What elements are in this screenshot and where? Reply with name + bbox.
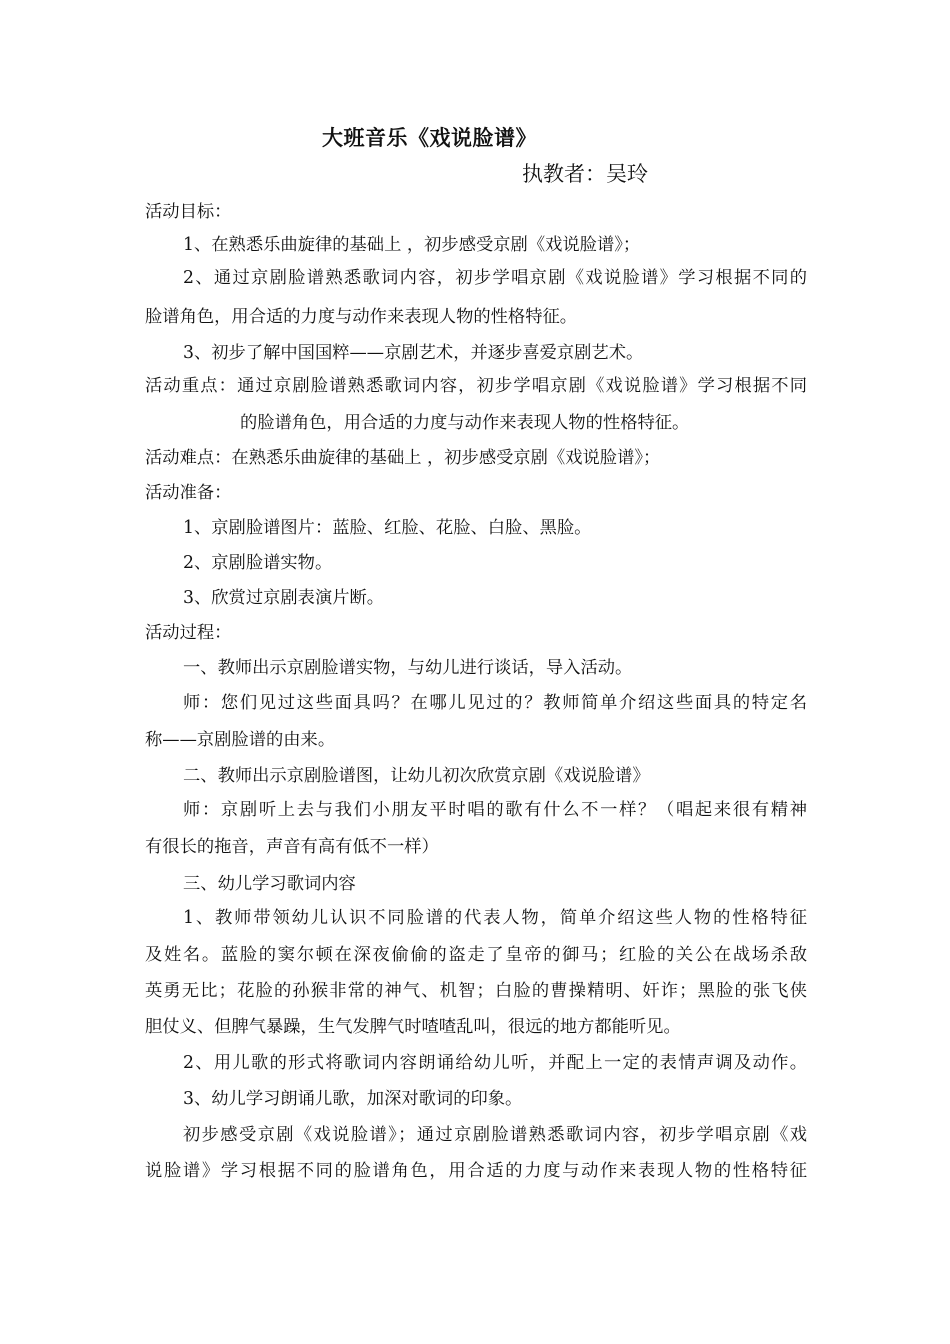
paragraph-line: 三、幼儿学习歌词内容 — [183, 874, 356, 894]
paragraph-line: 一、教师出示京剧脸谱实物，与幼儿进行谈话，导入活动。 — [183, 658, 633, 678]
paragraph-line: 称——京剧脸谱的由来。 — [145, 730, 336, 750]
paragraph-line: 2、通过京剧脸谱熟悉歌词内容，初步学唱京剧《戏说脸谱》学习根据不同的 — [183, 268, 807, 288]
paragraph-line: 1、京剧脸谱图片：蓝脸、红脸、花脸、白脸、黑脸。 — [183, 518, 592, 538]
paragraph-line: 二、教师出示京剧脸谱图，让幼儿初次欣赏京剧《戏说脸谱》 — [183, 766, 650, 786]
paragraph-line: 脸谱角色，用合适的力度与动作来表现人物的性格特征。 — [145, 307, 578, 327]
paragraph-line: 胆仗义、但脾气暴躁，生气发脾气时喳喳乱叫，很远的地方都能听见。 — [145, 1017, 681, 1037]
paragraph-line: 2、京剧脸谱实物。 — [183, 553, 333, 573]
paragraph-line: 的脸谱角色，用合适的力度与动作来表现人物的性格特征。 — [240, 413, 690, 433]
paragraph-line: 1、在熟悉乐曲旋律的基础上 ，初步感受京剧《戏说脸谱》； — [183, 235, 641, 255]
paragraph-line: 3、欣赏过京剧表演片断。 — [183, 588, 385, 608]
section-heading-preparation: 活动准备： — [145, 483, 232, 503]
section-heading-focus: 活动重点：通过京剧脸谱熟悉歌词内容，初步学唱京剧《戏说脸谱》学习根据不同 — [145, 376, 807, 396]
paragraph-line: 师：您们见过这些面具吗？在哪儿见过的？教师简单介绍这些面具的特定名 — [183, 693, 807, 713]
paragraph-line: 师：京剧听上去与我们小朋友平时唱的歌有什么不一样？（唱起来很有精神 — [183, 800, 807, 820]
document-author: 执教者：吴玲 — [522, 162, 648, 186]
paragraph-line: 初步感受京剧《戏说脸谱》；通过京剧脸谱熟悉歌词内容，初步学唱京剧《戏 — [183, 1125, 807, 1145]
paragraph-line: 英勇无比；花脸的孙猴非常的神气、机智；白脸的曹操精明、奸诈；黑脸的张飞侠 — [145, 981, 807, 1001]
section-heading-difficulty: 活动难点：在熟悉乐曲旋律的基础上 ，初步感受京剧《戏说脸谱》； — [145, 448, 661, 468]
paragraph-line: 有很长的拖音，声音有高有低不一样） — [145, 837, 439, 857]
paragraph-line: 及姓名。蓝脸的窦尔顿在深夜偷偷的盗走了皇帝的御马；红脸的关公在战场杀敌 — [145, 945, 807, 965]
paragraph-line: 1、教师带领幼儿认识不同脸谱的代表人物，简单介绍这些人物的性格特征 — [183, 908, 807, 928]
paragraph-line: 3、幼儿学习朗诵儿歌，加深对歌词的印象。 — [183, 1089, 523, 1109]
paragraph-line: 说脸谱》学习根据不同的脸谱角色，用合适的力度与动作来表现人物的性格特征 — [145, 1161, 807, 1181]
section-heading-goals: 活动目标： — [145, 202, 232, 222]
document-title: 大班音乐《戏说脸谱》 — [322, 125, 537, 150]
paragraph-line: 2、用儿歌的形式将歌词内容朗诵给幼儿听，并配上一定的表情声调及动作。 — [183, 1053, 807, 1073]
paragraph-line: 3、初步了解中国国粹——京剧艺术，并逐步喜爱京剧艺术。 — [183, 343, 644, 363]
section-heading-process: 活动过程： — [145, 623, 232, 643]
